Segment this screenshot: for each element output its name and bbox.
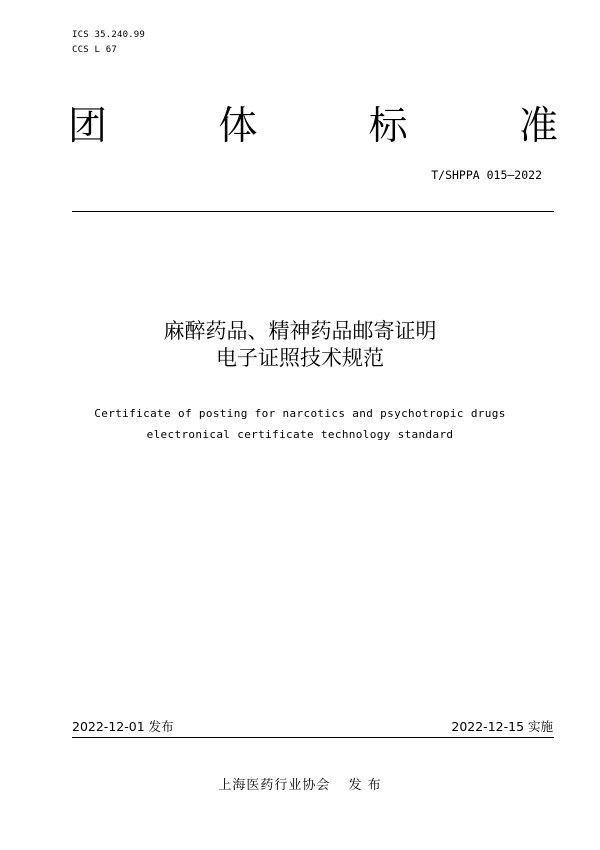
standard-type-heading xyxy=(68,103,558,151)
chinese-title-line: 麻醉药品、精神药品邮寄证明 xyxy=(163,319,437,343)
standard-type-char: 体 xyxy=(218,104,258,149)
english-title-line: electronical certificate technology standard xyxy=(146,428,454,441)
standard-type-char: 准 xyxy=(518,104,558,149)
standard-number: T/SHPPA 015—2022 xyxy=(431,168,542,182)
effective-date: 2022-12-15 实施 xyxy=(451,719,553,734)
header-divider xyxy=(72,211,554,212)
ics-code: ICS 35.240.99 xyxy=(72,30,146,40)
chinese-title-line: 电子证照技术规范 xyxy=(216,346,384,370)
chinese-title xyxy=(0,318,600,372)
standard-type-char: 团 xyxy=(68,104,108,149)
english-title xyxy=(0,403,600,445)
standard-type-char: 标 xyxy=(368,104,408,149)
english-title-line: Certificate of posting for narcotics and psychotropic drugs xyxy=(94,407,506,420)
publish-action: 发 布 xyxy=(348,778,382,793)
publisher-name: 上海医药行业协会 xyxy=(218,778,331,793)
issue-date: 2022-12-01 发布 xyxy=(72,719,174,734)
publisher-line xyxy=(0,776,600,796)
ccs-code: CCS L 67 xyxy=(72,45,117,55)
footer-divider xyxy=(72,737,554,738)
classification-codes xyxy=(72,28,145,58)
